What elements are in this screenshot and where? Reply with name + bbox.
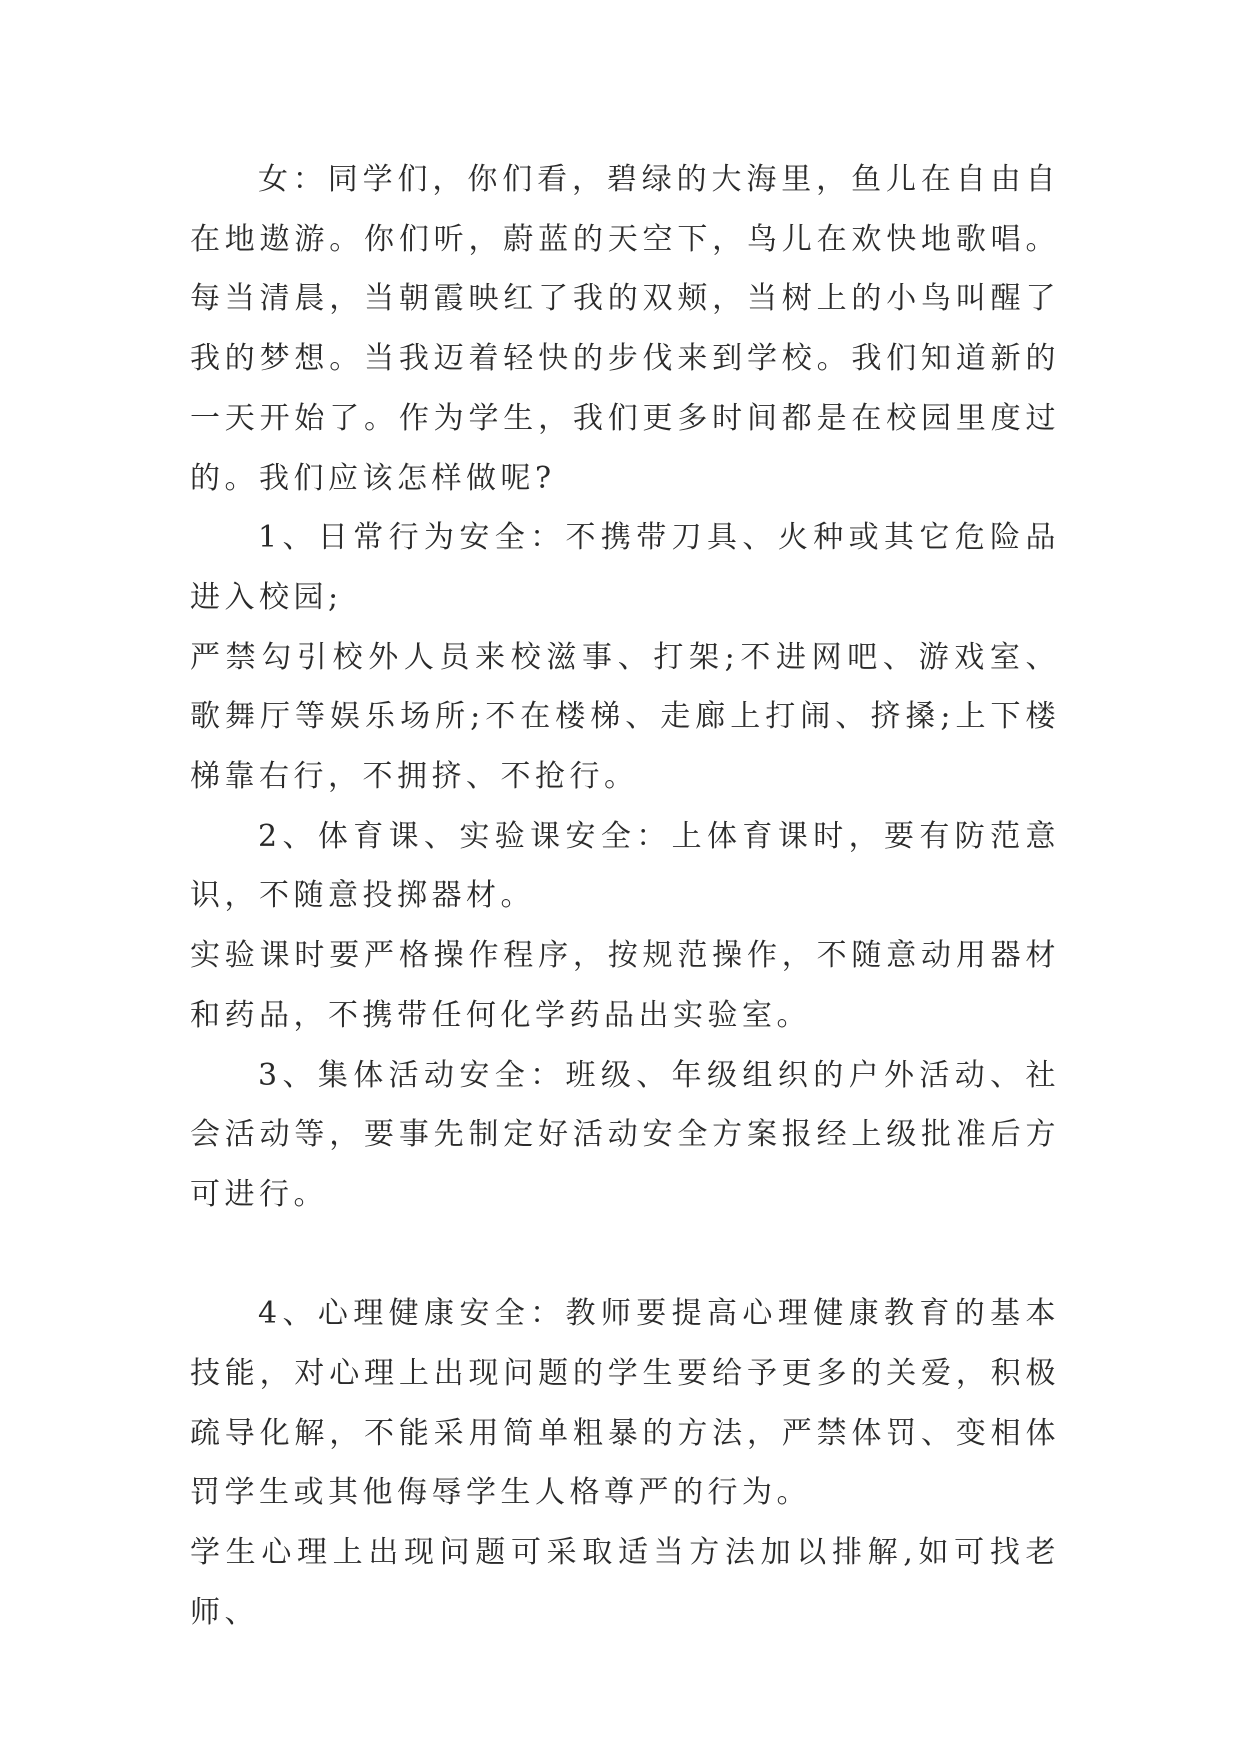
paragraph-item-4-mental-health-safety: 4、心理健康安全：教师要提高心理健康教育的基本技能，对心理上出现问题的学生要给予更多的关爱，积极疏导化解，不能采用简单粗暴的方法，严禁体罚、变相体罚学生或其他侮辱学生人格尊严的行为。 — [190, 1296, 1060, 1511]
paragraph-item-1-daily-safety: 1、日常行为安全：不携带刀具、火种或其它危险品进入校园; — [190, 520, 1060, 615]
paragraph-item-1-continued: 严禁勾引校外人员来校滋事、打架;不进网吧、游戏室、歌舞厅等娱乐场所;不在楼梯、走廊上打闹、挤搡;上下楼梯靠右行，不拥挤、不抢行。 — [190, 639, 1060, 795]
document-body — [190, 150, 1060, 1643]
paragraph-item-2-pe-lab-safety: 2、体育课、实验课安全：上体育课时，要有防范意识，不随意投掷器材。 — [190, 818, 1060, 914]
paragraph-spacer — [190, 1225, 1060, 1285]
paragraph-item-2-continued: 实验课时要严格操作程序，按规范操作，不随意动用器材和药品，不携带任何化学药品出实验室。 — [190, 938, 1060, 1033]
paragraph-item-4-continued: 学生心理上出现问题可采取适当方法加以排解,如可找老师、 — [190, 1535, 1060, 1630]
paragraph-item-3-group-activity-safety: 3、集体活动安全：班级、年级组织的户外活动、社会活动等，要事先制定好活动安全方案报经上级批准后方可进行。 — [190, 1057, 1060, 1212]
paragraph-intro: 女：同学们，你们看，碧绿的大海里，鱼儿在自由自在地遨游。你们听，蔚蓝的天空下，鸟儿在欢快地歌唱。每当清晨，当朝霞映红了我的双颊，当树上的小鸟叫醒了我的梦想。当我迈着轻快的步伐来到学校。我们知道新的一天开始了。作为学生，我们更多时间都是在校园里度过的。我们应该怎样做呢? — [190, 162, 1060, 496]
